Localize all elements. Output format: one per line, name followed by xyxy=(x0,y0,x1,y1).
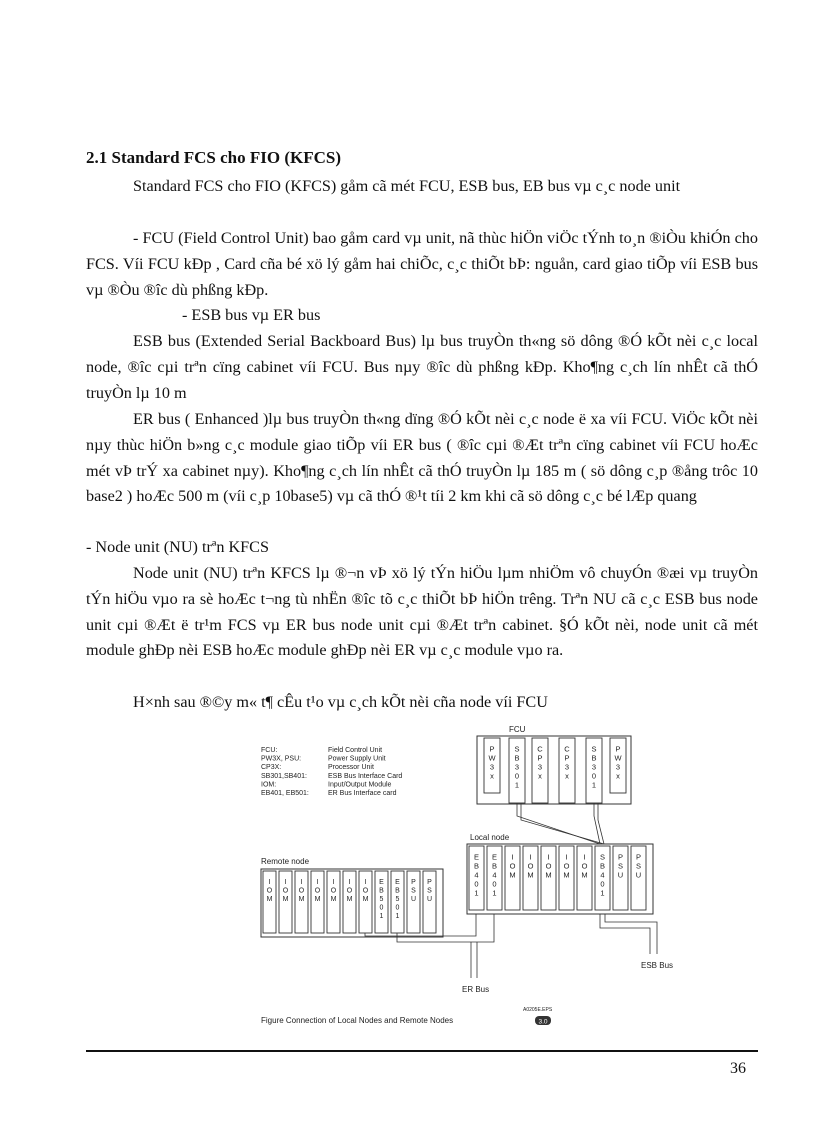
paragraph-node-subheading: - Node unit (NU) trªn KFCS xyxy=(86,538,269,556)
paragraph-bus-subheading: - ESB bus vµ ER bus xyxy=(182,306,321,324)
local-slot-text-char: B xyxy=(599,861,606,871)
remote-slot-text-char: U xyxy=(426,896,433,903)
remote-slot-text-char: M xyxy=(282,896,289,903)
local-slot-text-char: O xyxy=(545,861,552,871)
esb-bus-label: ESB Bus xyxy=(641,961,674,970)
node-connection-figure xyxy=(255,716,674,1034)
remote-slot-text-char: O xyxy=(314,887,321,895)
remote-slot-text-char: O xyxy=(282,887,289,895)
fcu-slot-text-char: 3 xyxy=(514,762,520,772)
local-slot-text-char: S xyxy=(635,861,642,871)
fcu-slot-text-char: 3 xyxy=(564,762,570,772)
remote-slot-text-char: 0 xyxy=(379,904,384,912)
paragraph-intro: Standard FCS cho FIO (KFCS) gåm cã mét FCU, ESB bus, EB bus vµ c¸c node unit xyxy=(133,177,681,195)
local-slot-text-char: U xyxy=(617,870,624,880)
page-number: 36 xyxy=(730,1060,746,1077)
legend-abbr: EB401, EB501: xyxy=(261,790,309,797)
fcu-slot-text-char: 3 xyxy=(615,762,621,772)
paragraph-node-unit: Node unit (NU) trªn KFCS lµ ®¬n vÞ xö lý tÝn hiÖu lµm nhiÖm vô chuyÓn ®æi vµ truyÒn tÝn hiÖu vµo ra sè hoÆc t¬ng tù nhËn ®îc tõ c¸c thiÕt bÞ hiÖn trêng. Trªn NU cã c¸c ESB bus node unit cµi ®Æt ë tr¹m FCS vµ ER bus node unit cµi ®Æt trªn cabinet. §Ó kÕt nèi, node unit cã mét module ghÐp nèi ESB hoÆc module ghÐp nèi ER vµ c¸c module vµo ra. xyxy=(86,564,758,660)
fcu-slot-text-char: 0 xyxy=(514,771,520,781)
figure-caption: Figure Connection of Local Nodes and Remote Nodes xyxy=(261,1016,454,1025)
remote-slot-text-char: M xyxy=(298,896,305,903)
remote-slot-text-char: M xyxy=(346,896,353,903)
figure-code: A0205E.EPS xyxy=(523,1007,553,1013)
esb-bus-line xyxy=(605,914,657,954)
fcu-slot-text-char: x xyxy=(565,771,569,781)
fcu-slot-text-char: P xyxy=(564,753,570,763)
fcu-slot-text-char: x xyxy=(538,771,542,781)
fcu-slot-text-char: C xyxy=(537,744,543,754)
legend-abbr: SB301,SB401: xyxy=(261,772,307,780)
local-slot-text-char: B xyxy=(491,861,498,871)
fcu-slot-text-char: S xyxy=(514,744,520,754)
local-slot-text-char: B xyxy=(473,861,480,871)
local-slot-text-char: M xyxy=(509,870,516,880)
remote-slot-text-char: I xyxy=(316,879,319,886)
legend-abbr: FCU: xyxy=(261,747,278,754)
remote-slot-text-char: 1 xyxy=(395,913,400,920)
local-slot-text-char: P xyxy=(635,852,642,862)
remote-slot-text-char: O xyxy=(330,887,337,895)
legend-desc: Processor Unit xyxy=(328,764,374,772)
remote-slot-text-char: P xyxy=(411,879,416,886)
remote-slot-text-char: E xyxy=(395,879,400,886)
esb-link-line xyxy=(521,803,604,844)
legend-desc: Field Control Unit xyxy=(328,747,383,754)
fcu-slot-text-char: 1 xyxy=(591,780,597,790)
local-slot-text-char: O xyxy=(527,861,534,871)
local-slot-text-char: M xyxy=(545,870,552,880)
remote-slot-text-char: P xyxy=(427,879,432,886)
legend-desc: ER Bus Interface card xyxy=(328,790,397,797)
remote-slot-text-char: I xyxy=(300,879,303,886)
remote-slot-text-char: O xyxy=(266,887,273,895)
er-bus-label: ER Bus xyxy=(462,985,490,994)
remote-slot-text-char: I xyxy=(284,879,287,886)
fcu-slot-text-char: 1 xyxy=(514,780,520,790)
local-slot-text-char: P xyxy=(617,852,624,862)
paragraph-esb-bus: ESB bus (Extended Serial Backboard Bus) lµ bus truyÒn th«ng sö dông ®Ó kÕt nèi c¸c local node, ®îc cµi trªn cïng cabinet víi FCU. Bus nµy ®îc dù phßng kÐp. Kho¶ng c¸ch lín nhÊt cã thÓ truyÒn lµ 10 m xyxy=(86,332,758,402)
remote-slot-text-char: U xyxy=(410,896,417,903)
local-slot-text-char: O xyxy=(509,861,516,871)
remote-slot-text-char: O xyxy=(362,887,369,895)
remote-slot-text-char: I xyxy=(364,879,367,886)
remote-slot-text-char: B xyxy=(379,887,384,895)
remote-slot-text-char: 0 xyxy=(395,904,400,912)
remote-slot-text-char: S xyxy=(411,887,416,895)
legend-abbr: PW3X, PSU: xyxy=(261,755,302,763)
fcu-slot-text-char: 3 xyxy=(537,762,543,772)
fcu-slot-text-char: P xyxy=(489,744,495,754)
local-slot-text-char: I xyxy=(511,852,514,862)
remote-slot-text-char: 1 xyxy=(379,913,384,920)
fcu-slot-text-char: P xyxy=(537,753,543,763)
fcu-slot-text-char: x xyxy=(490,771,494,781)
remote-slot-text-char: M xyxy=(266,896,273,903)
local-slot-text-char: 0 xyxy=(492,879,497,889)
esb-link-line xyxy=(517,803,600,844)
local-slot-text-char: E xyxy=(473,852,480,862)
fcu-slot-text-char: x xyxy=(616,771,620,781)
local-slot-text-char: U xyxy=(635,870,642,880)
remote-slot-text-char: I xyxy=(332,879,335,886)
legend-desc: Input/Output Module xyxy=(328,781,392,789)
local-slot-text-char: O xyxy=(581,861,588,871)
remote-slot-text-char: O xyxy=(298,887,305,895)
local-slot-text-char: I xyxy=(529,852,532,862)
local-slot-text-char: O xyxy=(563,861,570,871)
remote-node-label: Remote node xyxy=(261,857,310,866)
fcu-slot-text-char: 3 xyxy=(591,762,597,772)
fcu-slot-text-char: S xyxy=(591,744,597,754)
fcu-slot-text-char: 0 xyxy=(591,771,597,781)
local-slot-text-char: 4 xyxy=(474,870,479,880)
remote-slot-text-char: 5 xyxy=(395,896,400,903)
fcu-slot-text-char: C xyxy=(564,744,570,754)
local-slot-text-char: M xyxy=(527,870,534,880)
local-slot-text-char: S xyxy=(599,852,606,862)
paragraph-figure-intro: H×nh sau ®©y m« t¶ cÊu t¹o vµ c¸ch kÕt nèi cña node víi FCU xyxy=(133,693,548,711)
fcu-label: FCU xyxy=(509,725,526,734)
local-slot-text-char: 1 xyxy=(600,888,605,898)
local-slot-text-char: 4 xyxy=(600,870,605,880)
footer-rule xyxy=(86,1050,758,1052)
local-slot-text-char: I xyxy=(565,852,568,862)
paragraph-er-bus: ER bus ( Enhanced )lµ bus truyÒn th«ng dïng ®Ó kÕt nèi c¸c node ë xa víi FCU. ViÖc kÕt nèi nµy thùc hiÖn b»ng c¸c module giao tiÕp víi ER bus ( ®îc cµi ®Æt trªn cïng cabinet víi FCU hoÆc mét vÞ trÝ xa cabinet nµy). Kho¶ng c¸ch lín nhÊt cã thÓ truyÒn lµ 185 m ( sö dông c¸p ®ång trôc 10 base2 ) hoÆc 500 m (víi c¸p 10base5) vµ cã thÓ ®¹t tíi 2 km khi cã sö dông c¸c bé lÆp quang xyxy=(86,410,758,506)
local-slot-text-char: I xyxy=(547,852,550,862)
fcu-slot-text-char: P xyxy=(615,744,621,754)
remote-slot-text-char: S xyxy=(427,887,432,895)
remote-slot-text-char: 5 xyxy=(379,896,384,903)
fcu-slot-text-char: B xyxy=(591,753,597,763)
caption-badge-text: 3.0 xyxy=(538,1018,548,1026)
legend-abbr: IOM: xyxy=(261,781,277,789)
local-slot-text-char: 1 xyxy=(492,888,497,898)
fcu-slot-text-char: W xyxy=(488,753,496,763)
remote-slot-text-char: M xyxy=(362,896,369,903)
local-slot-text-char: E xyxy=(491,852,498,862)
local-slot-text-char: 0 xyxy=(600,879,605,889)
figure-diagram xyxy=(255,716,674,1034)
local-node-label: Local node xyxy=(470,833,510,842)
remote-slot-text-char: I xyxy=(268,879,271,886)
legend-desc: Power Supply Unit xyxy=(328,755,386,763)
remote-slot-text-char: B xyxy=(395,887,400,895)
local-slot-text-char: 0 xyxy=(474,879,479,889)
local-slot-text-char: S xyxy=(617,861,624,871)
legend-abbr: CP3X: xyxy=(261,764,282,772)
section-heading: 2.1 Standard FCS cho FIO (KFCS) xyxy=(86,148,342,167)
remote-slot-text-char: M xyxy=(330,896,337,903)
esb-bus-line xyxy=(600,914,650,954)
remote-slot-text-char: I xyxy=(348,879,351,886)
local-slot-text-char: 4 xyxy=(492,870,497,880)
remote-slot-text-char: M xyxy=(314,896,321,903)
paragraph-fcu: - FCU (Field Control Unit) bao gåm card vµ unit, nã thùc hiÖn viÖc tÝnh to¸n ®iÒu khiÓn cho FCS. Víi FCU kÐp , Card cña bé xö lý gåm hai chiÕc, c¸c thiÕt bÞ: nguån, card giao tiÕp víi ESB bus vµ ®Òu ®îc dù phßng kÐp. xyxy=(86,229,758,299)
local-slot-text-char: M xyxy=(581,870,588,880)
legend-desc: ESB Bus Interface Card xyxy=(328,772,403,780)
remote-slot-text-char: E xyxy=(379,879,384,886)
fcu-slot-text-char: B xyxy=(514,753,520,763)
fcu-slot-text-char: W xyxy=(614,753,622,763)
fcu-slot-text-char: 3 xyxy=(489,762,495,772)
local-slot-text-char: M xyxy=(563,870,570,880)
local-slot-text-char: 1 xyxy=(474,888,479,898)
remote-slot-text-char: O xyxy=(346,887,353,895)
local-slot-text-char: I xyxy=(583,852,586,862)
